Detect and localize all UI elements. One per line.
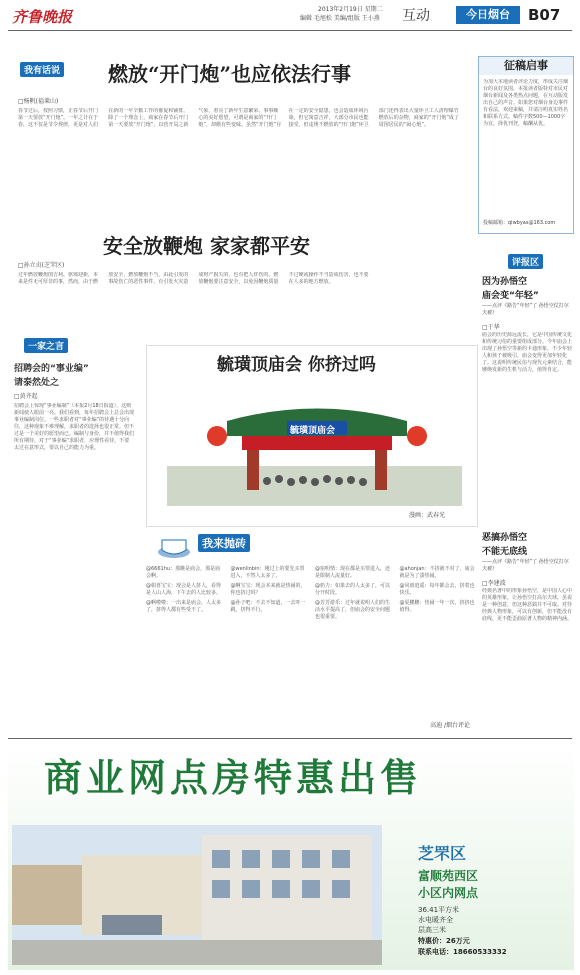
article-headline: 燃放“开门炮”也应依法行事 bbox=[108, 62, 352, 86]
list-item: @wenlinbin：刚过上的要先买票进入，不然人太多了。 bbox=[230, 566, 305, 579]
ad-headline: 商业网点房特惠出售 bbox=[44, 756, 423, 800]
review1-source: ——点评《路告“年轻”了 孙悟空仗打尔夫被》 bbox=[482, 303, 569, 316]
article-body: 过年燃放鞭炮图吉利、驱邪迎新，本来是件无可厚非的事，然而，由于燃放安全，燃放鞭炮不当，由此引发的事故伤亡的恶性事件，有引发火灾造成财产损失的，也有把人炸伤的。燃放鞭炮要注意安全，以免因鞭炮质量不过硬或操作不当造成伤害，也不要在人多的地方燃放。 bbox=[18, 272, 369, 285]
list-item: @孙子吧：不去不知道，一去吓一跳，挤得不行。 bbox=[230, 600, 306, 613]
article-headline: 安全放鞭炮 家家都平安 bbox=[103, 234, 310, 258]
subsection-tab: 今日烟台 bbox=[456, 6, 520, 24]
column-badge: 一家之言 bbox=[24, 338, 68, 353]
submission-email: 投稿邮箱：qlwbyas@163.com bbox=[483, 220, 556, 226]
masthead-rule bbox=[8, 30, 572, 31]
article-author: □杨帆(福莱山) bbox=[18, 98, 59, 105]
cartoon-banner-text: 毓璜顶庙会 bbox=[290, 426, 336, 436]
editors-credit: 编辑 毛旭松 美编/组版 王小燕 bbox=[300, 15, 380, 22]
list-item: @奶力：如果去的人太多了，可以分开时段。 bbox=[315, 583, 391, 596]
brick-credit: 高迪 /烟台评论 bbox=[430, 722, 470, 729]
page-number: B07 bbox=[528, 6, 561, 24]
review2-title-line2: 不能无底线 bbox=[482, 547, 528, 557]
ad-district: 芝罘区 bbox=[418, 844, 467, 863]
article-fire-crackers-law bbox=[8, 56, 468, 226]
buildings-photo bbox=[12, 825, 382, 965]
section-divider bbox=[8, 738, 572, 739]
call-for-papers-box bbox=[478, 56, 574, 234]
teacup-icon bbox=[156, 532, 196, 560]
list-item: @娟喜宝宝：现会是人挤人，看得是人山人海，下午去的人比较多。 bbox=[146, 583, 222, 596]
box-body: 为加大本地读者评论力度，形成关注烟台的良好氛围，本报读者版特对市民对烟台新闻及各类热点问题，在互动版发出自己的声音。如果您对烟台身边事件有看法，欢迎来稿，并请注明真实姓名和联系方式。稿件字数500—1000字为宜，择优刊登，稿酬从优。 bbox=[483, 79, 569, 127]
section-name: 互动 bbox=[402, 8, 430, 24]
review2-title-line1: 恶搞孙悟空 bbox=[482, 533, 528, 543]
issue-date: 2013年2月19日 星期二 bbox=[318, 6, 383, 13]
list-item: @啊啦啦：一出来是庙会，人太多了，挤得人都有些受不了。 bbox=[146, 600, 222, 613]
headline-line1: 招聘会的“事业编” bbox=[14, 364, 89, 374]
headline-line2: 请泰然处之 bbox=[14, 378, 60, 388]
review2-author: □李建波 bbox=[482, 580, 506, 587]
ad-contact: 联系电话：18660533332 bbox=[418, 948, 507, 956]
ad-project-line1: 富顺苑西区 bbox=[418, 869, 479, 883]
list-item: @6661hu：那瞧是庙会，那是庙会啊。 bbox=[146, 566, 221, 579]
review1-title-line1: 因为孙悟空 bbox=[482, 277, 528, 287]
masthead bbox=[0, 0, 580, 34]
review2-source: ——点评《路告“年轻”了 孙悟空仗打尔夫被》 bbox=[482, 559, 569, 572]
review1-author: □于华 bbox=[482, 324, 500, 331]
ad-height: 层高三米 bbox=[418, 926, 446, 934]
ad-area: 36.41平方米 bbox=[418, 906, 460, 914]
cartoon-box bbox=[146, 345, 478, 527]
article-author: □孙立贞(芝罘区) bbox=[18, 262, 65, 269]
list-item: @ahonjan：不挤就不对了，庙会就是为了凑热闹。 bbox=[399, 566, 475, 579]
paper-logo: 齐鲁晚报 bbox=[12, 8, 73, 26]
article-recruitment bbox=[8, 335, 136, 735]
list-item: @啊宝宝：现会本来就是热闹的，你也挤过吗？ bbox=[230, 583, 306, 596]
review-area-badge: 评报区 bbox=[508, 254, 543, 269]
column-badge: 我来抛砖 bbox=[198, 534, 250, 552]
list-item: @风雨逍遥：每年都会去，挤着也快乐。 bbox=[399, 583, 475, 596]
article-body: 招聘会上惊现“事业编制”（本报2月18日报道），这则新闻使人眼前一亮。我们看到，每年招聘会上总会出现事业编制岗位。一些求职者对“事业编”的待遇十分向往，这种现象不难理解，求职者的选择也很正常。但不过是一个美好的愿望而已。编制与身份，并不值得我们所有期待。对于“事业编”求职者，应理性看待，不要太过在意形式，要以自己的能力为重。 bbox=[14, 403, 134, 451]
box-title: 征稿启事 bbox=[479, 57, 573, 75]
review1-body: 庙会的历史源远流长，它是中国传统文化和传统习俗的重要组成部分。今年庙会上出现了孙悟空等新的卡通形象，不少年轻人和孩子被吸引，庙会变得更加年轻化了。这说明传统民俗与现代元素结合，能够焕发新的生机与活力，值得肯定。 bbox=[482, 332, 572, 373]
cartoon-title: 毓璜顶庙会 你挤过吗 bbox=[217, 355, 376, 375]
column-badge: 我有话说 bbox=[20, 62, 64, 77]
brick-section bbox=[146, 528, 476, 733]
review1-title-line2: 庙会变“年轻” bbox=[482, 291, 539, 301]
real-estate-ad bbox=[8, 745, 574, 970]
article-safe-firecrackers bbox=[8, 228, 468, 328]
ad-utilities: 水电暖齐全 bbox=[418, 916, 453, 924]
cartoon-credit: 漫画：武春光 bbox=[409, 512, 446, 519]
review2-body: 经典名著中的形象孙悟空，是中国人心中的英雄形象，让孙悟空打高尔夫球，虽说是一种创意，但这种恶搞并不可取。对待经典人物形象，可以有创新，但不能没有底线，更不能歪曲原著人物的精神内涵。 bbox=[482, 588, 572, 622]
list-item: @芳芳游乐：过年就说明人们的生活水平提高了，但庙会的安全问题也很重要。 bbox=[315, 600, 391, 620]
temple-fair-illustration bbox=[167, 376, 462, 506]
article-body: 春节过后，按照习惯，正春节后开门第一天要放“开门炮”。一年之计在于春，这不仅是节令规律，更是对人们在新的一年辛勤工作的催促和铺排。除了一个理念上，商家在春节后开门第一天要放“开门炮”，以营开局之新气象，着亮了新年生意繁荣、事事顺心的美好愿望，可谓是商家的“开门炮”，却颇有些变味。虽然“开门炮”存在一定的安全隐患，也会造成环境污染，但它寓意吉祥，大部分市民也能接受，但违规不燃放的“开门炮”环卫部门还得表出大量环卫工人清理爆竹燃放后的杂物，商家的“开门炮”成了周围居民的“闹心炮”。 bbox=[18, 108, 459, 128]
list-item: @宿明情：现在都是买票进入，还是限制人流量好。 bbox=[315, 566, 391, 579]
right-column bbox=[478, 56, 574, 736]
ad-project-line2: 小区内网点 bbox=[418, 886, 479, 900]
article-author: □黄齐起 bbox=[14, 393, 38, 400]
ad-price: 特惠价：26万元 bbox=[418, 937, 470, 945]
brick-posts bbox=[146, 566, 476, 726]
list-item: @夏鹏鹏：热闹一年一次，挤挤也值得。 bbox=[399, 600, 475, 613]
